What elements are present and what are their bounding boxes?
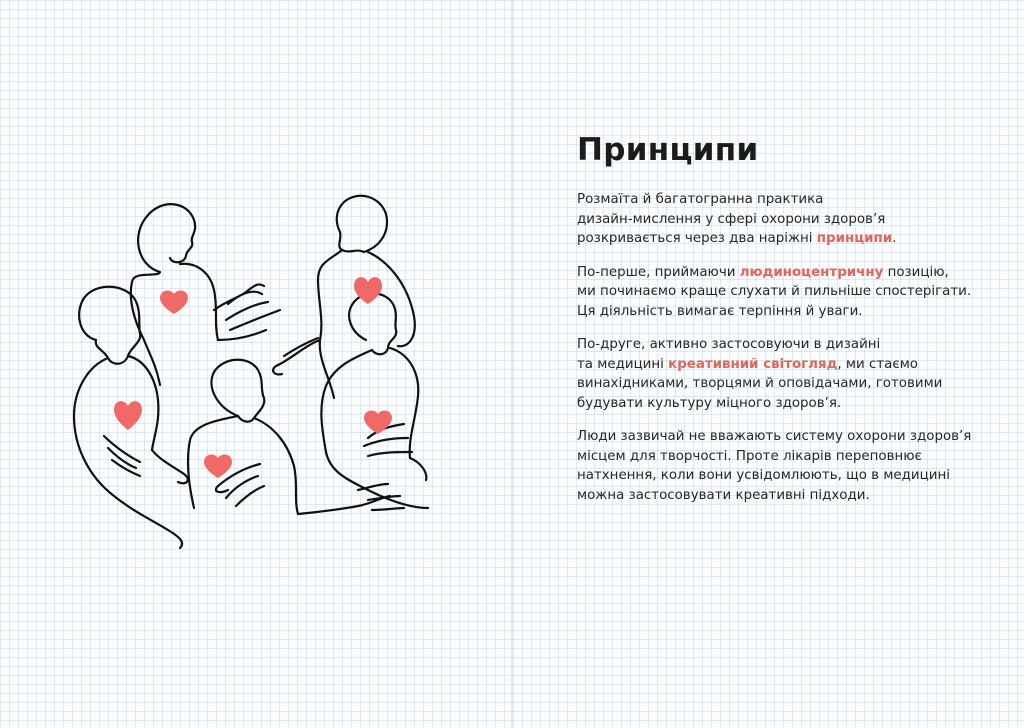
text-run: розкривається через два наріжні <box>577 231 817 246</box>
page-title: Принципи <box>577 132 759 168</box>
highlight-human-centered: людиноцентричну <box>739 264 884 280</box>
text-run: натхнення, коли вони усвідомлюють, що в медицині <box>577 468 950 483</box>
heart-icon <box>114 401 142 430</box>
figure-center-head <box>211 360 264 422</box>
heart-icon <box>354 277 382 304</box>
text-run: винахідниками, творцями й оповідачами, готовими <box>577 376 943 391</box>
text-run: , ми стаємо <box>837 356 918 372</box>
text-run: місцем для творчості. Проте лікарів переповнює <box>577 448 922 464</box>
text-run: Ця діяльність вимагає терпіння й уваги. <box>577 303 863 319</box>
paragraph-line <box>577 210 997 230</box>
paragraph-line <box>577 486 997 506</box>
paragraph-line <box>577 282 997 302</box>
figure-top-right-hand <box>273 338 320 374</box>
heart-icon <box>204 455 232 478</box>
paragraph-line <box>577 302 997 322</box>
text-run: дизайн-мислення у сфері охорони здоров’я <box>577 211 886 227</box>
principles-text-column <box>577 132 997 519</box>
text-run: позицію, <box>883 264 949 280</box>
text-run: ми починаємо краще слухати й пильніше спостерігати. <box>577 284 972 299</box>
principles-paragraphs <box>577 190 997 505</box>
figure-left-body <box>74 356 182 548</box>
text-run: По-перше, приймаючи <box>577 264 740 280</box>
paragraph-line <box>577 394 997 414</box>
paragraph-creative <box>577 335 997 413</box>
paragraph-line <box>577 335 997 355</box>
paragraph-line <box>577 427 997 447</box>
people-with-hearts-line-drawing-icon <box>68 190 438 560</box>
paragraph-line <box>577 263 997 283</box>
paragraph-conclusion <box>577 427 997 505</box>
text-run: Люди зазвичай не вважають систему охорони здоров’я <box>577 429 972 444</box>
hand-reaching-right <box>214 284 280 340</box>
figure-left-hands <box>104 436 188 483</box>
paragraph-line <box>577 355 997 375</box>
highlight-principles: принципи <box>816 231 893 246</box>
text-run: По-друге, активно застосовуючи в дизайні <box>577 337 881 352</box>
heart-icon <box>160 291 188 314</box>
text-run: та медицині <box>577 356 669 372</box>
figure-right-center-hand <box>364 424 426 480</box>
paragraph-line <box>577 447 997 467</box>
text-run: . <box>892 231 897 246</box>
figure-right-center-head <box>349 293 396 354</box>
figure-top-right-head <box>337 196 387 252</box>
paragraph-line <box>577 374 997 394</box>
highlight-creative-worldview: креативний світогляд <box>668 356 838 372</box>
paragraph-intro <box>577 190 997 249</box>
text-run: будувати культуру міцного здоров’я. <box>577 395 842 411</box>
text-run: можна застосовувати креативні підходи. <box>577 487 870 503</box>
paragraph-line <box>577 190 997 210</box>
page-fold <box>511 0 513 728</box>
paragraph-line <box>577 229 997 249</box>
text-run: Розмаїта й багатогранна практика <box>577 192 824 207</box>
heart-icon <box>364 411 392 434</box>
paragraph-line <box>577 466 997 486</box>
paragraph-human-centered <box>577 263 997 322</box>
